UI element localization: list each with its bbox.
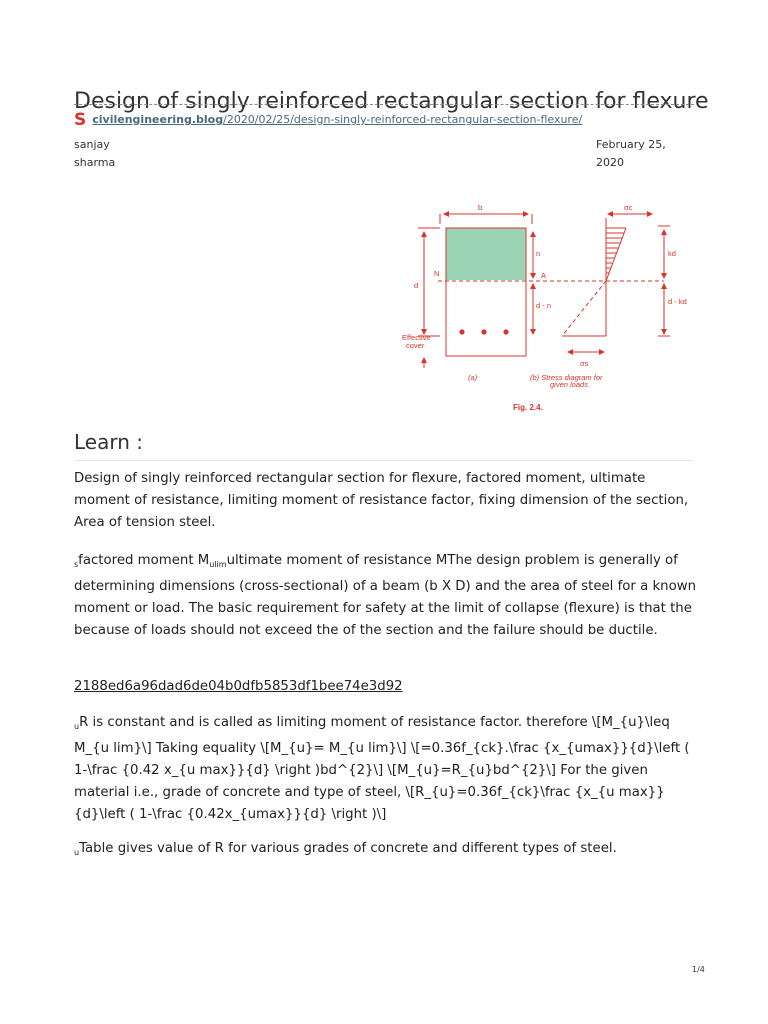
para2-text-1: factored moment M [78, 553, 210, 568]
label-n: n [536, 249, 541, 258]
publish-date [596, 136, 676, 172]
beam-section-diagram [396, 196, 696, 420]
caption-b-line-1: (b) Stress diagram for [530, 373, 603, 382]
source-link[interactable] [74, 110, 582, 130]
learn-divider [74, 460, 694, 461]
hash-link[interactable]: 2188ed6a96dad6de04b0dfb5853df1bee74e3d92 [74, 679, 403, 694]
para2-text-2: ultimate moment of resistance MThe design problem is generally of determining dimensions (cross-sectional) of a beam (b X D) and the area of steel for a known moment or load. The basic requirement for safety at the limit of collapse (flexure) is that the because of loads should not exceed the of the section and the failure should be ductile. [74, 553, 697, 638]
label-cover: cover [406, 341, 425, 350]
rebar-dot [481, 329, 486, 334]
learn-paragraph-1: Design of singly reinforced rectangular section for flexure, factored moment, ultimate moment of resistance, limiting moment of resistance factor, fixing dimension of the section, Area of tension steel. [74, 471, 689, 530]
learn-heading: Learn : [74, 430, 143, 454]
rebar-dot [503, 329, 508, 334]
label-b: b [478, 203, 483, 212]
para2-subscript-2: ulim [209, 560, 227, 569]
label-kd: kd [668, 249, 676, 258]
page-number: 1/4 [692, 965, 705, 974]
author-line-2: sharma [74, 156, 116, 169]
label-d: d [414, 281, 419, 290]
beam-section-figure [396, 196, 696, 420]
label-d-minus-kd: d - kd [668, 297, 687, 306]
learn-paragraph-4 [74, 838, 700, 864]
para4-subscript: u [74, 848, 80, 857]
label-sigma-s: σs [580, 359, 589, 368]
para3-text: R is constant and is called as limiting moment of resistance factor. therefore \[M_{u}\leq M_{u lim}\] Taking equality \[M_{u}= M_{u lim}\] \[=0.36f_{ck}.\frac {x_{umax}}{d}\left ( 1-\frac {0.42 x_{u max}}{d} \right )bd^{2}\] \[M_{u}=R_{u}bd^{2}\] For the given material i.e., grade of concrete and type of steel, \[R_{u}=0.36f_{ck}\frac {x_{u max}}{d}\left ( 1-\frac {0.42x_{umax}}{d} \right )\] [74, 715, 690, 822]
source-domain-link[interactable]: civilengineering.blog [92, 113, 224, 126]
source-path-link[interactable]: /2020/02/25/design-singly-reinforced-rectangular-section-flexure/ [223, 113, 583, 126]
page-title: Design of singly reinforced rectangular section for flexure [74, 88, 709, 114]
learn-paragraph-3 [74, 712, 700, 826]
figure-number: Fig. 2.4. [513, 403, 543, 412]
author-name [74, 136, 134, 172]
caption-a: (a) [468, 373, 478, 382]
para3-subscript: u [74, 722, 80, 731]
compression-zone [446, 228, 526, 280]
date-line-2: 2020 [596, 156, 624, 169]
label-effective: Effective [402, 333, 431, 342]
label-sigma-c: σc [624, 203, 633, 212]
author-line-1: sanjay [74, 138, 110, 151]
learn-paragraph-2 [74, 550, 700, 642]
rebar-dot [459, 329, 464, 334]
para2-subscript-1: s [74, 560, 79, 569]
site-logo-icon: S [74, 110, 87, 130]
caption-b-line-2: given loads [550, 380, 588, 389]
title-divider [74, 104, 694, 105]
label-N: N [434, 269, 440, 278]
label-A: A [541, 271, 547, 280]
date-line-1: February 25, [596, 138, 666, 151]
hash-paragraph [74, 676, 700, 698]
para4-text: Table gives value of R for various grades of concrete and different types of steel. [79, 841, 617, 856]
label-d-minus-n: d - n [536, 301, 552, 310]
